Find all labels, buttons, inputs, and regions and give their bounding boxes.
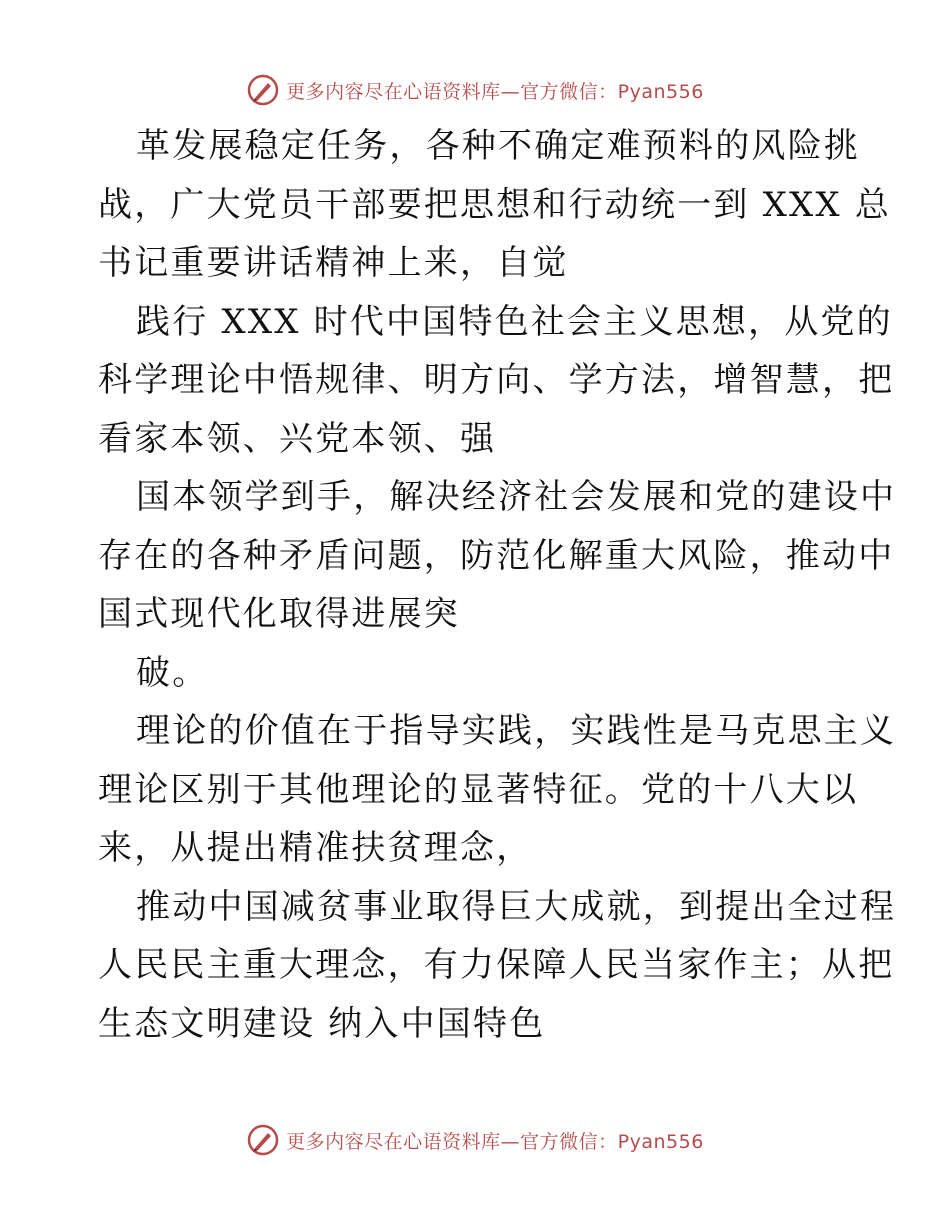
text-line: 理论的价值在于指导实践，实践性是马克思主义 <box>136 711 897 751</box>
pen-logo-icon <box>246 73 280 107</box>
header-banner-text: 更多内容尽在心语资料库—官方微信：Pyan556 <box>286 80 704 103</box>
text-line: 践行 XXX 时代中国特色社会主义思想，从党的 <box>136 301 893 342</box>
text-line: 存在的各种矛盾问题，防范化解重大风险，推动中 <box>98 535 895 576</box>
header-banner <box>0 70 950 110</box>
text-line: 国式现代化取得进展突 <box>98 594 460 634</box>
text-line: 革发展稳定任务，各种不确定难预料的风险挑 <box>136 126 860 166</box>
document-body <box>98 117 897 1053</box>
text-line: 来，从提出精准扶贫理念， <box>98 828 533 868</box>
text-line: 科学理论中悟规律、明方向、学方法，增智慧，把 <box>98 360 895 400</box>
text-line: 人民民主重大理念，有力保障人民当家作主；从把 <box>98 945 895 985</box>
footer-banner-text: 更多内容尽在心语资料库—官方微信：Pyan556 <box>286 1130 704 1153</box>
text-line: 推动中国减贫事业取得巨大成就，到提出全过程 <box>136 886 897 927</box>
text-line: 生态文明建设 纳入中国特色 <box>98 1003 546 1044</box>
text-line: 书记重要讲话精神上来，自觉 <box>98 243 569 283</box>
text-line: 战，广大党员干部要把思想和行动统一到 XXX 总 <box>98 184 892 225</box>
text-line: 国本领学到手，解决经济社会发展和党的建设中 <box>136 477 897 517</box>
text-line: 看家本领、兴党本领、强 <box>98 418 497 459</box>
text-line: 理论区别于其他理论的显著特征。党的十八大以 <box>98 769 859 810</box>
pen-logo-icon <box>246 1123 280 1157</box>
footer-banner <box>0 1120 950 1160</box>
text-line: 破。 <box>136 652 209 693</box>
